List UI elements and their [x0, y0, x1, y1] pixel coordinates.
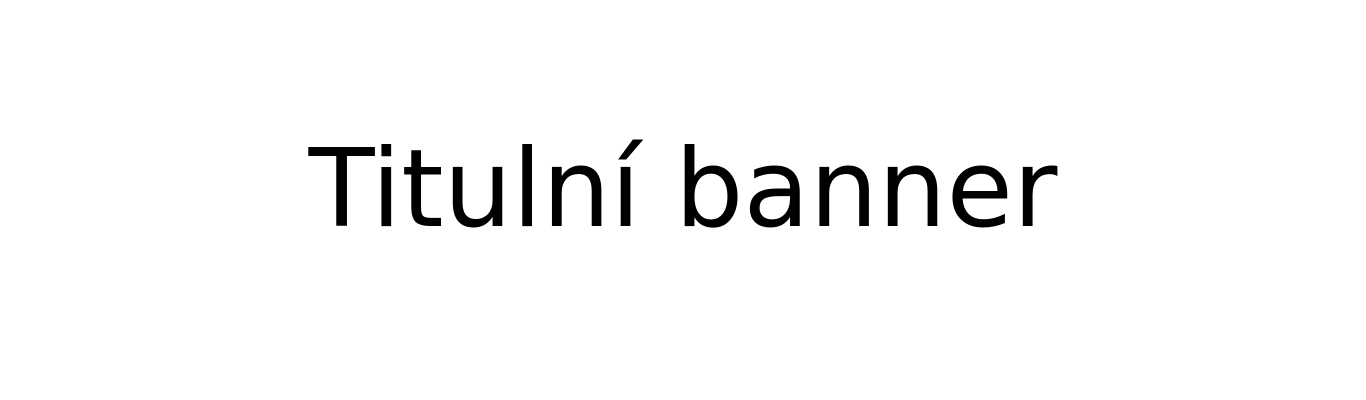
banner-title: Titulní banner: [308, 127, 1058, 252]
